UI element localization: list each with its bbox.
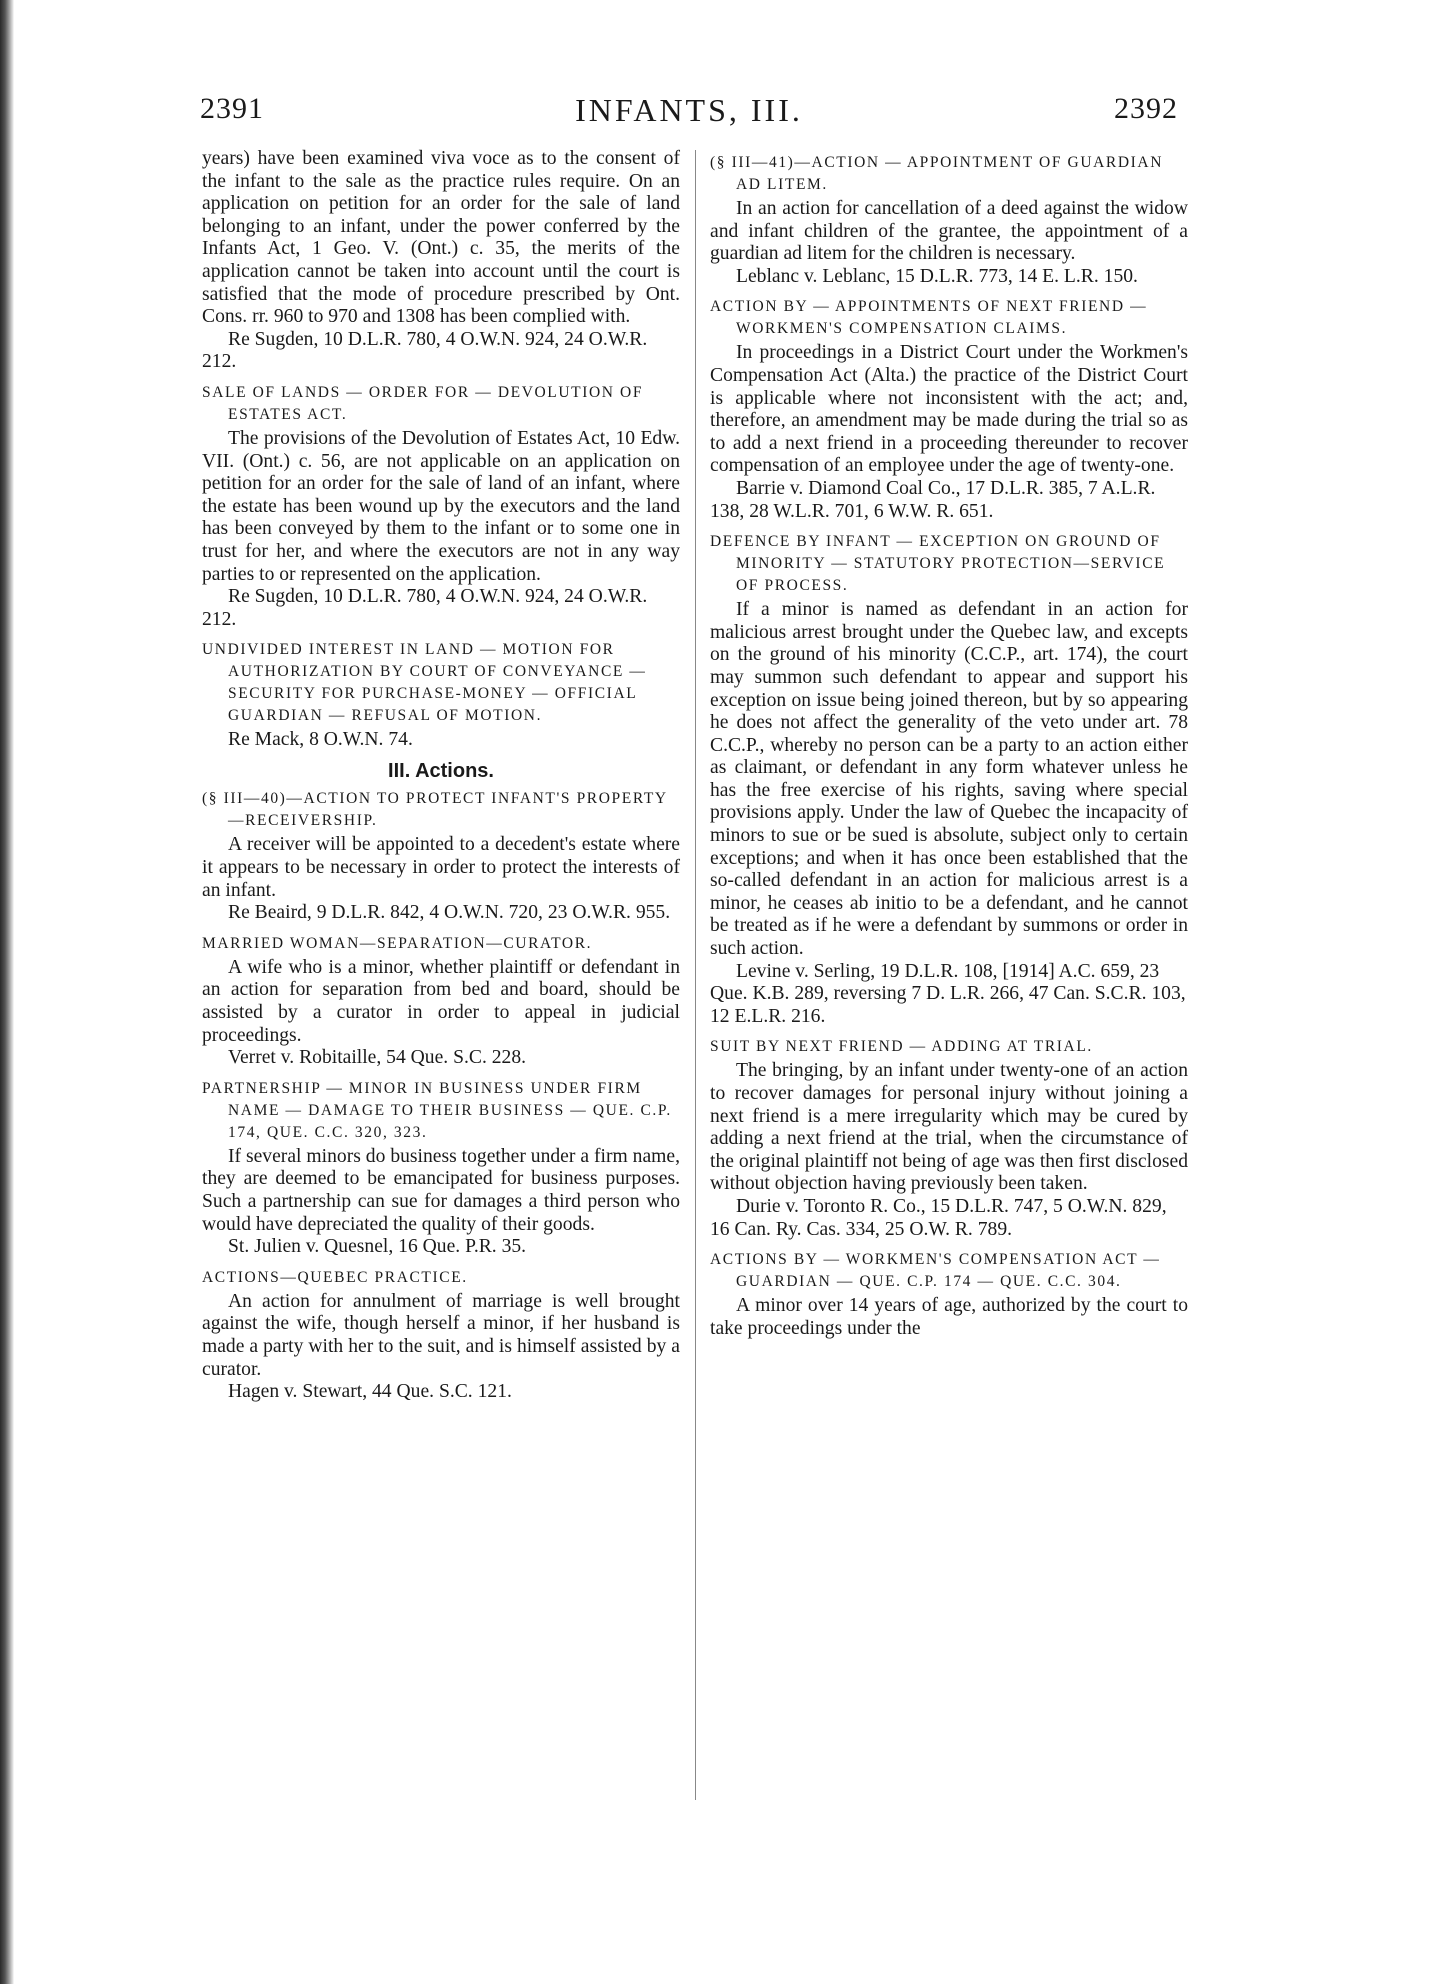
paragraph: A receiver will be appointed to a decedent's estate where it appears to be necessary in order to protect the interests of an infant. xyxy=(202,834,680,901)
page-number-right: 2392 xyxy=(1114,92,1178,125)
column-divider xyxy=(695,150,696,1800)
section-title: III. Actions. xyxy=(388,759,494,782)
paragraph: In proceedings in a District Court under the Workmen's Compensation Act (Alta.) the practice of the District Court is applicable where not inconsistent with the act; and, therefore, an amendment may be made during the trial so as to add a next friend in a proceeding thereunder to recover compensation of an employee under the age of twenty-one. xyxy=(710,342,1188,477)
case-heading: UNDIVIDED INTEREST IN LAND — MOTION FOR AUTHORIZATION BY COURT OF CONVEYANCE — SECURITY FOR PURCHASE-MONEY — OFFICIAL GUARDIAN — REFUSAL OF MOTION. xyxy=(202,641,647,725)
case-citation: Leblanc v. Leblanc, 15 D.L.R. 773, 14 E. L.R. 150. xyxy=(736,265,1138,287)
page-header xyxy=(200,92,1178,132)
paragraph: In an action for cancellation of a deed against the widow and infant children of the grantee, the appointment of a guardian ad litem for the children is necessary. xyxy=(710,198,1188,265)
case-citation: Hagen v. Stewart, 44 Que. S.C. 121. xyxy=(228,1381,512,1403)
case-heading: (§ III—41)—ACTION — APPOINTMENT OF GUARDIAN AD LITEM. xyxy=(710,154,1163,193)
paragraph: The bringing, by an infant under twenty-one of an action to recover damages for personal injury without joining a next friend is a mere irregularity which may be cured by adding a next friend at the trial, when the circumstance of the original plaintiff not being of age was then first disclosed without objection having previously been taken. xyxy=(710,1060,1188,1195)
case-citation: St. Julien v. Quesnel, 16 Que. P.R. 35. xyxy=(228,1236,527,1258)
paragraph: A wife who is a minor, whether plaintiff or defendant in an action for separation from bed and board, should be assisted by a curator in order to appeal in judicial proceedings. xyxy=(202,956,680,1046)
case-heading: PARTNERSHIP — MINOR IN BUSINESS UNDER FIRM NAME — DAMAGE TO THEIR BUSINESS — QUE. C.P. 174, QUE. C.C. 320, 323. xyxy=(202,1079,672,1141)
paragraph: If several minors do business together under a firm name, they are deemed to be emancipated for business purposes. Such a partnership can sue for damages a third person who would have depreciated the quality of their goods. xyxy=(202,1145,680,1235)
scan-edge-shadow xyxy=(0,0,14,1984)
case-heading: SALE OF LANDS — ORDER FOR — DEVOLUTION OF ESTATES ACT. xyxy=(202,383,644,423)
right-column xyxy=(710,148,1188,1340)
case-citation: Re Mack, 8 O.W.N. 74. xyxy=(228,729,413,751)
paragraph: If a minor is named as defendant in an action for malicious arrest brought under the Quebec law, and excepts on the ground of his minority (C.C.P., art. 174), the court may summon such defendant to appear and support his exception on issue being joined thereon, but by so appearing he does not affect the generality of the veto under art. 78 C.C.P., whereby no person can be a party to an action either as claimant, or defendant in any form whatever unless he has the free exercise of his rights, saving where special provisions apply. Under the law of Quebec the incapacity of minors to sue or be sued is absolute, subject only to certain exceptions; and when it has once been established that the so-called defendant in an action for malicious arrest is a minor, he ceases ab initio to be a defendant, and he cannot be treated as if he were a defendant by summons or order in such action. xyxy=(710,599,1188,960)
case-citation: Re Beaird, 9 D.L.R. 842, 4 O.W.N. 720, 23 O.W.R. 955. xyxy=(228,902,671,924)
paragraph: years) have been examined viva voce as to the consent of the infant to the sale as the practice rules require. On an application on petition for an order for the sale of land belonging to an infant, under the power conferred by the Infants Act, 1 Geo. V. (Ont.) c. 35, the merits of the application cannot be taken into account until the court is satisfied that the mode of procedure prescribed by Ont. Cons. rr. 960 to 970 and 1308 has been complied with. xyxy=(202,148,680,328)
page-number-left: 2391 xyxy=(200,92,264,125)
case-heading: DEFENCE BY INFANT — EXCEPTION ON GROUND OF MINORITY — STATUTORY PROTECTION—SERVICE OF PROCESS. xyxy=(710,533,1166,595)
case-heading: (§ III—40)—ACTION TO PROTECT INFANT'S PROPERTY—RECEIVERSHIP. xyxy=(202,790,668,830)
case-heading: SUIT BY NEXT FRIEND — ADDING AT TRIAL. xyxy=(710,1038,1093,1056)
paragraph: A minor over 14 years of age, authorized by the court to take proceedings under the xyxy=(710,1295,1188,1339)
case-heading: ACTIONS BY — WORKMEN'S COMPENSATION ACT — GUARDIAN — QUE. C.P. 174 — QUE. C.C. 304. xyxy=(710,1251,1161,1291)
case-citation: Re Sugden, 10 D.L.R. 780, 4 O.W.N. 924, 24 O.W.R. 212. xyxy=(202,586,648,630)
case-citation: Durie v. Toronto R. Co., 15 D.L.R. 747, 5 O.W.N. 829, 16 Can. Ry. Cas. 334, 25 O.W. R. 789. xyxy=(710,1195,1167,1240)
case-citation: Re Sugden, 10 D.L.R. 780, 4 O.W.N. 924, 24 O.W.R. 212. xyxy=(202,328,648,373)
case-heading: ACTION BY — APPOINTMENTS OF NEXT FRIEND — WORKMEN'S COMPENSATION CLAIMS. xyxy=(710,298,1148,338)
case-citation: Barrie v. Diamond Coal Co., 17 D.L.R. 385, 7 A.L.R. 138, 28 W.L.R. 701, 6 W.W. R. 651. xyxy=(710,477,1156,522)
left-column xyxy=(202,148,680,1412)
running-title: INFANTS, III. xyxy=(575,92,803,128)
case-citation: Levine v. Serling, 19 D.L.R. 108, [1914] A.C. 659, 23 Que. K.B. 289, reversing 7 D. L.R. 266, 47 Can. S.C.R. 103, 12 E.L.R. 216. xyxy=(710,960,1186,1027)
paragraph: An action for annulment of marriage is well brought against the wife, though herself a minor, if her husband is made a party with her to the suit, and is himself assisted by a curator. xyxy=(202,1290,680,1380)
paragraph: The provisions of the Devolution of Estates Act, 10 Edw. VII. (Ont.) c. 56, are not applicable on an application on petition for an order for the sale of land of an infant, where the estate has been wound up by the executors and the land has been conveyed by them to the infant or to some one in trust for her, and where the executors are not in any way parties to or represented on the application. xyxy=(202,427,680,585)
case-heading: MARRIED WOMAN—SEPARATION—CURATOR. xyxy=(202,934,593,952)
case-citation: Verret v. Robitaille, 54 Que. S.C. 228. xyxy=(228,1047,527,1069)
case-heading: ACTIONS—QUEBEC PRACTICE. xyxy=(202,1268,468,1286)
